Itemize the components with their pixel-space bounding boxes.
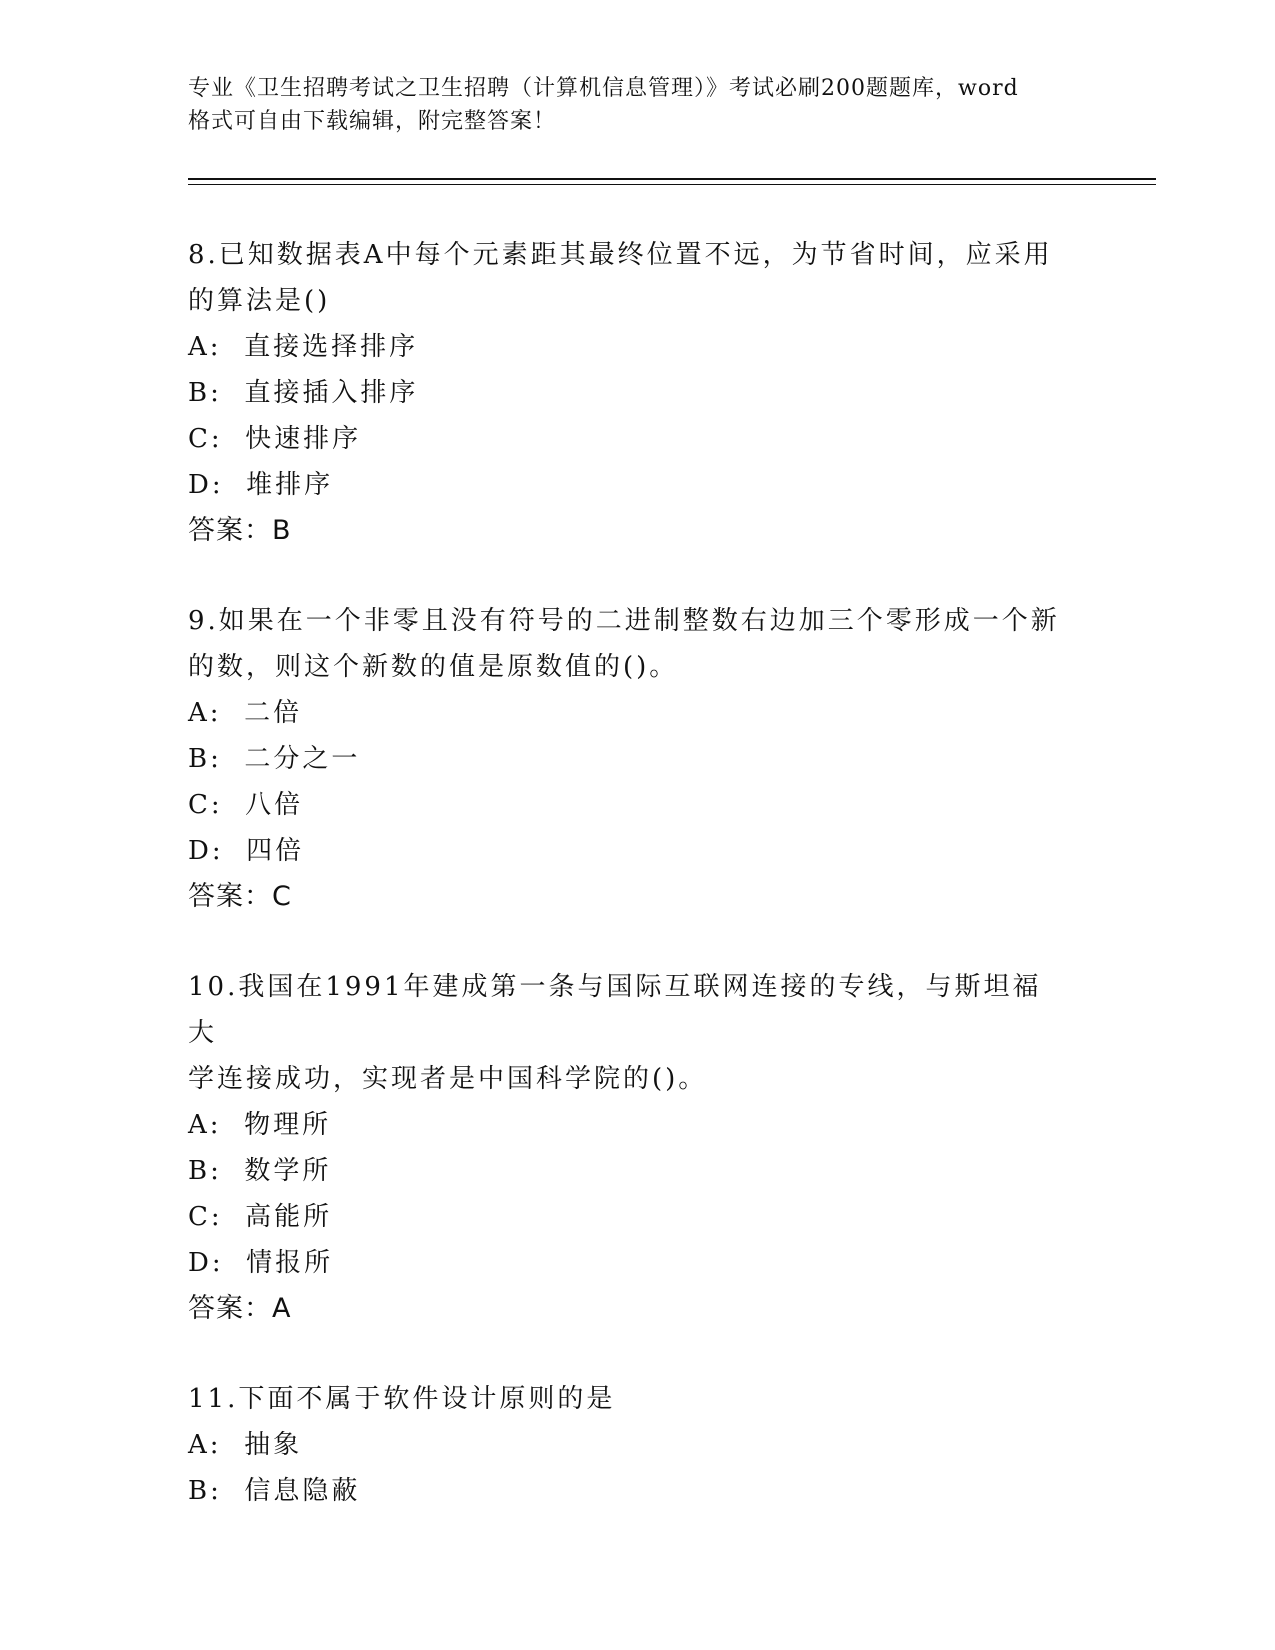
option-b: B: 信息隐蔽 [188,1476,361,1506]
option-c: C: 八倍 [188,790,304,820]
question-text-line: 的算法是() [188,286,331,316]
question-11 [188,1376,1068,1514]
header-line-2: 格式可自由下载编辑，附完整答案！ [188,109,557,134]
answer-line: 答案：A [188,1293,292,1324]
answer-line: 答案：C [188,881,292,912]
option-b: B: 直接插入排序 [188,378,419,408]
question-9 [188,598,1068,920]
header-divider-thick [188,178,1156,180]
option-b: B: 二分之一 [188,744,361,774]
document-header [188,72,1088,138]
option-a: A: 物理所 [188,1110,332,1140]
option-a: A: 直接选择排序 [188,332,419,362]
question-text-line: 10.我国在1991年建成第一条与国际互联网连接的专线，与斯坦福大 [188,972,1042,1048]
question-10 [188,964,1068,1332]
option-a: A: 二倍 [188,698,303,728]
question-text-line: 学连接成功，实现者是中国科学院的()。 [188,1064,708,1094]
answer-line: 答案：B [188,515,292,546]
option-d: D: 情报所 [188,1248,334,1278]
option-c: C: 高能所 [188,1202,333,1232]
question-list [188,232,1068,1558]
header-divider-thin [188,184,1156,185]
question-text-line: 11.下面不属于软件设计原则的是 [188,1384,616,1414]
question-text-line: 的数，则这个新数的值是原数值的()。 [188,652,679,682]
header-line-1: 专业《卫生招聘考试之卫生招聘（计算机信息管理）》考试必刷200题题库，word [188,76,1019,101]
question-text-line: 8.已知数据表A中每个元素距其最终位置不远，为节省时间，应采用 [188,240,1053,270]
option-c: C: 快速排序 [188,424,362,454]
option-d: D: 四倍 [188,836,305,866]
option-d: D: 堆排序 [188,470,334,500]
option-b: B: 数学所 [188,1156,332,1186]
question-text-line: 9.如果在一个非零且没有符号的二进制整数右边加三个零形成一个新 [188,606,1060,636]
option-a: A: 抽象 [188,1430,303,1460]
question-8 [188,232,1068,554]
